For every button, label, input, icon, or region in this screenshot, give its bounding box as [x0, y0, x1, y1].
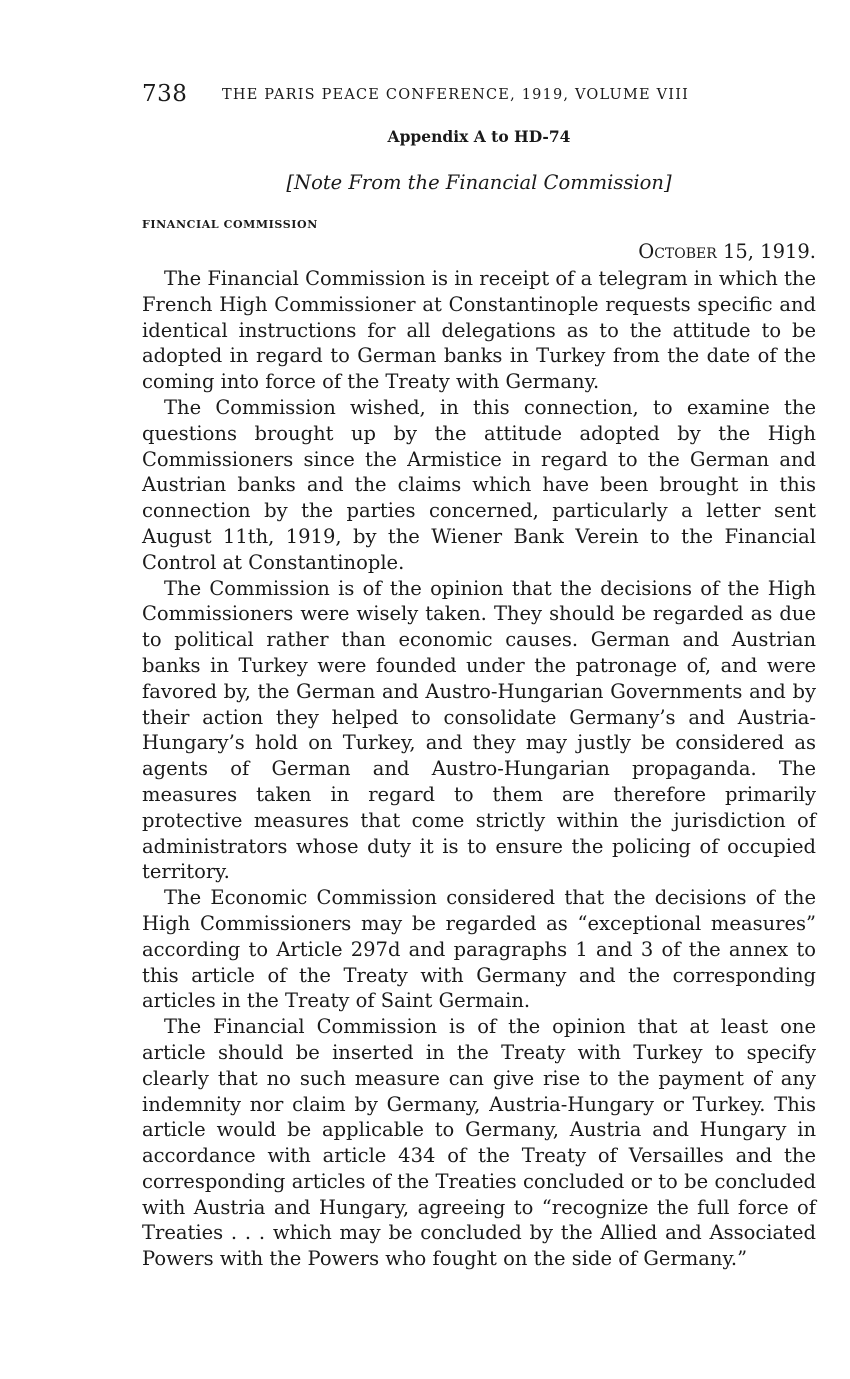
page-number: 738	[142, 81, 188, 107]
running-title: THE PARIS PEACE CONFERENCE, 1919, VOLUME VIII	[222, 87, 690, 103]
paragraph: The Financial Commission is in receipt of a telegram in which the French High Commissioner at Constantinople requests specific and identical instructions for all delegations as to the attitude to be adopted in regard to German banks in Turkey from the date of the coming into force of the Treaty with Germany.	[142, 267, 816, 394]
note-heading: [Note From the Financial Commission]	[286, 171, 672, 194]
paragraph: The Financial Commission is of the opinion that at least one article should be inserted in the Treaty with Turkey to specify clearly that no such measure can give rise to the payment of any indemnity nor claim by Germany, Austria-Hungary or Turkey. This article would be applicable to Germany, Austria and Hungary in accordance with article 434 of the Treaty of Versailles and the corresponding articles of the Treaties concluded or to be concluded with Austria and Hungary, agreeing to “recognize the full force of Treaties . . . which may be concluded by the Allied and Associated Powers with the Powers who fought on the side of Germany.”	[142, 1015, 816, 1271]
paragraph: The Commission is of the opinion that the decisions of the High Commissioners were wisely taken. They should be regarded as due to political rather than economic causes. German and Austrian banks in Turkey were founded under the patronage of, and were favored by, the German and Austro-Hungarian Governments and by their action they helped to consolidate Germany’s and Austria-Hungary’s hold on Turkey, and they may justly be considered as agents of German and Austro-Hungarian propaganda. The measures taken in regard to them are therefore primarily protective measures that come strictly within the jurisdiction of administrators whose duty it is to ensure the policing of occupied territory.	[142, 576, 816, 884]
paragraph: The Economic Commission considered that the decisions of the High Commissioners may be regarded as “exceptional measures” according to Article 297d and paragraphs 1 and 3 of the annex to this article of the Treaty with Germany and the corresponding articles in the Treaty of Saint Germain.	[142, 886, 816, 1013]
paragraph: The Commission wished, in this connection, to examine the questions brought up by the attitude adopted by the High Commissioners since the Armistice in regard to the German and Austrian banks and the claims which have been brought in this connection by the parties concerned, particularly a letter sent August 11th, 1919, by the Wiener Bank Verein to the Financial Control at Constantinople.	[142, 395, 816, 574]
running-head	[142, 80, 822, 112]
date-line: October 15, 1919.	[638, 240, 816, 263]
sender-line: FINANCIAL COMMISSION	[142, 218, 318, 231]
body-text	[142, 266, 816, 1272]
appendix-heading: Appendix A to HD-74	[387, 127, 571, 146]
